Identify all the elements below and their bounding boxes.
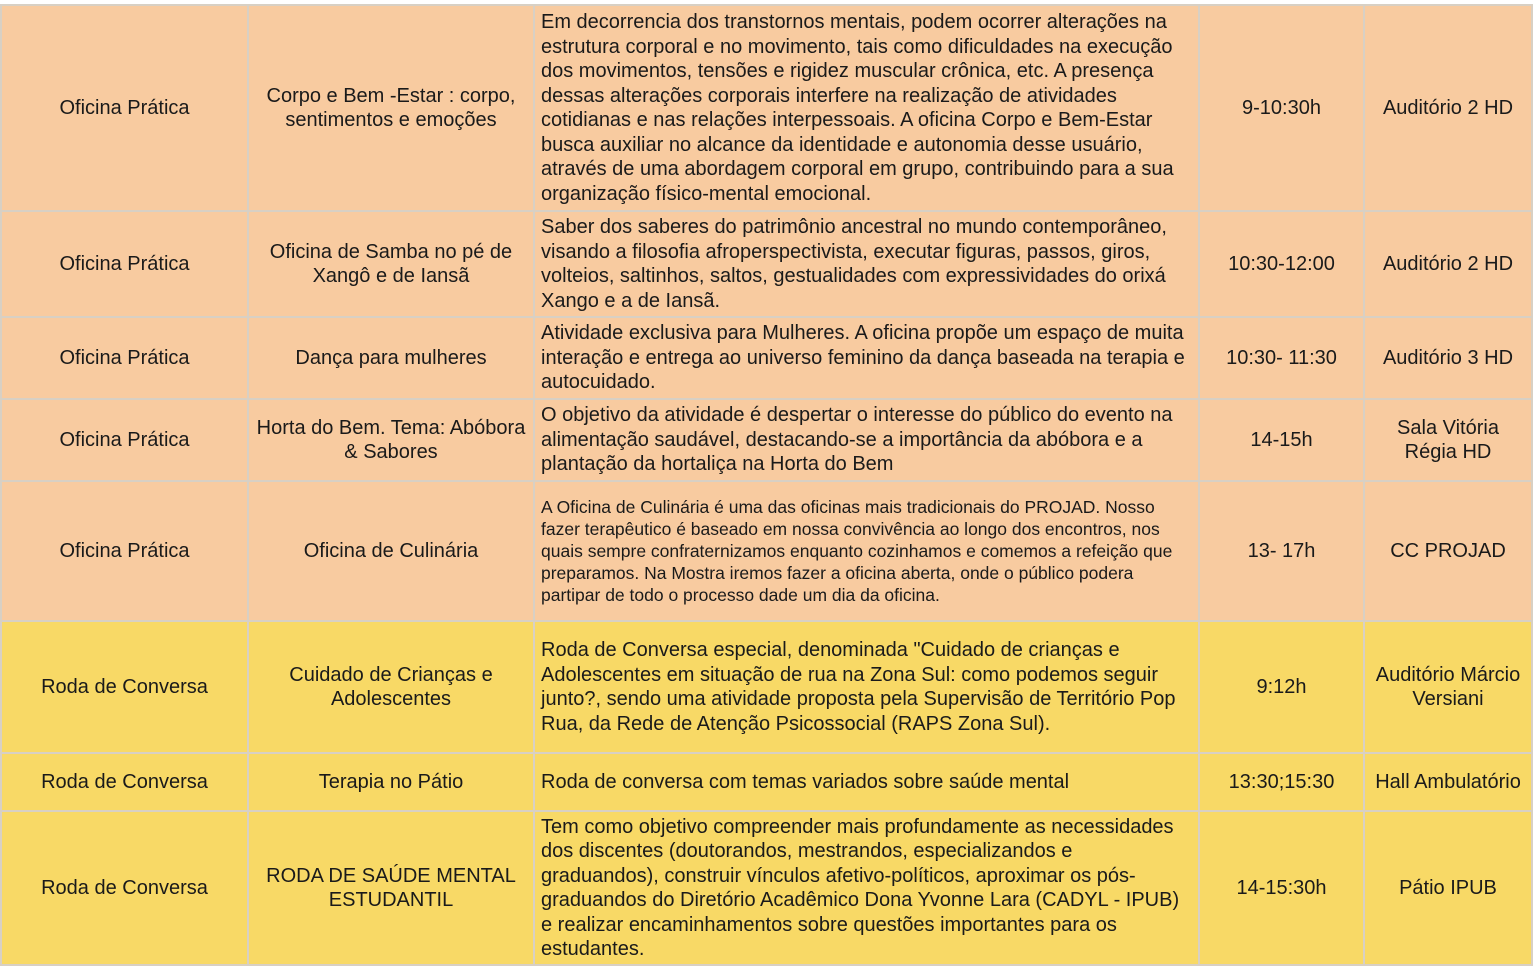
activity-time: 10:30-12:00 [1199,211,1364,317]
activity-description: Atividade exclusiva para Mulheres. A oficina propõe um espaço de muita interação e entrega ao universo feminino da dança baseada na terapia e autocuidado. [534,317,1199,399]
activity-time: 10:30- 11:30 [1199,317,1364,399]
activity-type: Oficina Prática [1,211,248,317]
activity-location: CC PROJAD [1364,481,1532,621]
activity-type: Roda de Conversa [1,753,248,811]
activity-type: Oficina Prática [1,317,248,399]
activity-description: Em decorrencia dos transtornos mentais, podem ocorrer alterações na estrutura corporal e no movimento, tais como dificuldades na execução dos movimentos, tensões e rigidez muscular crônica, etc. A presença dessas alterações corporais interfere na realização de atividades cotidianas e nas relações interpessoais. A oficina Corpo e Bem-Estar busca auxiliar no alcance da identidade e autonomia desse usuário, através de uma abordagem corporal em grupo, contribuindo para a sua organização físico-mental emocional. [534,5,1199,211]
table-row [1,621,1532,753]
activity-title: Horta do Bem. Tema: Abóbora & Sabores [248,399,534,481]
table-row [1,5,1532,211]
activity-title: Corpo e Bem -Estar : corpo, sentimentos e emoções [248,5,534,211]
activity-time: 9:12h [1199,621,1364,753]
activity-location: Auditório 2 HD [1364,5,1532,211]
activity-title: RODA DE SAÚDE MENTAL ESTUDANTIL [248,811,534,965]
activity-location: Pátio IPUB [1364,811,1532,965]
activity-title: Oficina de Samba no pé de Xangô e de Iansã [248,211,534,317]
activity-time: 9-10:30h [1199,5,1364,211]
activity-type: Oficina Prática [1,5,248,211]
activity-title: Oficina de Culinária [248,481,534,621]
activity-description: Roda de Conversa especial, denominada "Cuidado de crianças e Adolescentes em situação de rua na Zona Sul: como podemos seguir junto?, sendo uma atividade proposta pela Supervisão de Território Pop Rua, da Rede de Atenção Psicossocial (RAPS Zona Sul). [534,621,1199,753]
activity-description: Roda de conversa com temas variados sobre saúde mental [534,753,1199,811]
activity-time: 13- 17h [1199,481,1364,621]
activity-location: Auditório 2 HD [1364,211,1532,317]
activity-type: Oficina Prática [1,399,248,481]
activity-title: Terapia no Pátio [248,753,534,811]
activity-time: 13:30;15:30 [1199,753,1364,811]
activity-title: Dança para mulheres [248,317,534,399]
activity-location: Auditório Márcio Versiani [1364,621,1532,753]
table-row [1,317,1532,399]
activity-time: 14-15h [1199,399,1364,481]
activity-location: Auditório 3 HD [1364,317,1532,399]
table-row [1,211,1532,317]
activity-title: Cuidado de Crianças e Adolescentes [248,621,534,753]
table-row [1,399,1532,481]
activity-description: A Oficina de Culinária é uma das oficinas mais tradicionais do PROJAD. Nosso fazer terapêutico é baseado em nossa convivência ao longo dos encontros, nos quais sempre confraternizamos enquanto cozinhamos e comemos a refeição que preparamos. Na Mostra iremos fazer a oficina aberta, onde o público podera partipar de todo o processo dade um dia da oficina. [534,481,1199,621]
activity-description: O objetivo da atividade é despertar o interesse do público do evento na alimentação saudável, destacando-se a importância da abóbora e a plantação da hortaliça na Horta do Bem [534,399,1199,481]
activity-description: Tem como objetivo compreender mais profundamente as necessidades dos discentes (doutorandos, mestrandos, especializandos e graduandos), construir vínculos afetivo-políticos, aproximar os pós-graduandos do Diretório Acadêmico Dona Yvonne Lara (CADYL - IPUB) e realizar encaminhamentos sobre questões importantes para os estudantes. [534,811,1199,965]
table-row [1,481,1532,621]
table-row [1,811,1532,965]
schedule-table [0,4,1533,966]
activity-type: Oficina Prática [1,481,248,621]
activity-location: Hall Ambulatório [1364,753,1532,811]
activity-type: Roda de Conversa [1,811,248,965]
activity-time: 14-15:30h [1199,811,1364,965]
activity-description: Saber dos saberes do patrimônio ancestral no mundo contemporâneo, visando a filosofia afroperspectivista, executar figuras, passos, giros, volteios, saltinhos, saltos, gestualidades com expressividades do orixá Xango e a de Iansã. [534,211,1199,317]
activity-type: Roda de Conversa [1,621,248,753]
table-row [1,753,1532,811]
activity-location: Sala Vitória Régia HD [1364,399,1532,481]
